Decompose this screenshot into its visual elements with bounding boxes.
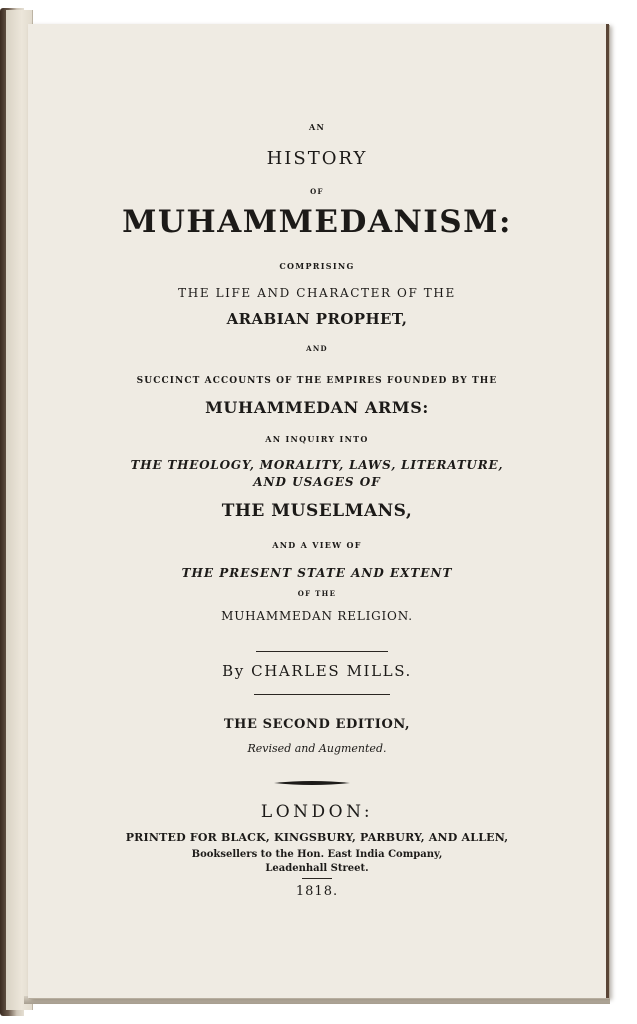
main-title: MUHAMMEDANISM: [122, 204, 512, 240]
and-a-view-of-label: AND A VIEW OF [272, 540, 362, 550]
religion-line: MUHAMMEDAN RELIGION. [221, 609, 413, 623]
present-state-line: THE PRESENT STATE AND EXTENT [181, 566, 453, 580]
short-rule [302, 878, 332, 879]
edition-line: THE SECOND EDITION, [223, 717, 411, 732]
arabian-prophet-line: ARABIAN PROPHET, [226, 310, 408, 328]
muhammedan-arms-line: MUHAMMEDAN ARMS: [205, 398, 429, 417]
revised-line: Revised and Augmented. [247, 742, 387, 755]
comprising-label: COMPRISING [279, 261, 355, 271]
theology-line: THE THEOLOGY, MORALITY, LAWS, LITERATURE, [130, 458, 504, 472]
life-character-line: THE LIFE AND CHARACTER OF THE [178, 286, 456, 300]
usages-line: AND USAGES OF [253, 475, 381, 489]
address-line: Leadenhall Street. [265, 863, 369, 874]
ornamental-rule-icon [274, 778, 350, 788]
succinct-accounts-line: SUCCINCT ACCOUNTS OF THE EMPIRES FOUNDED BY THE [136, 376, 498, 386]
lower-rule [254, 694, 390, 695]
year-line: 1818. [295, 884, 339, 899]
title-page [28, 24, 609, 998]
printed-for-line: PRINTED FOR BLACK, KINGSBURY, PARBURY, AND ALLEN, [125, 831, 509, 844]
author-line: By CHARLES MILLS. [222, 662, 412, 680]
title-an: AN [308, 122, 326, 132]
booksellers-line: Booksellers to the Hon. East India Company, [191, 849, 443, 860]
title-history: HISTORY [266, 148, 368, 169]
of-the-label: OF THE [297, 589, 337, 598]
place-line: LONDON: [260, 802, 374, 822]
muselmans-line: THE MUSELMANS, [221, 501, 413, 521]
and-label: AND [306, 344, 328, 353]
title-of: OF [310, 187, 324, 196]
inquiry-into-label: AN INQUIRY INTO [265, 434, 369, 444]
upper-rule [256, 651, 388, 652]
